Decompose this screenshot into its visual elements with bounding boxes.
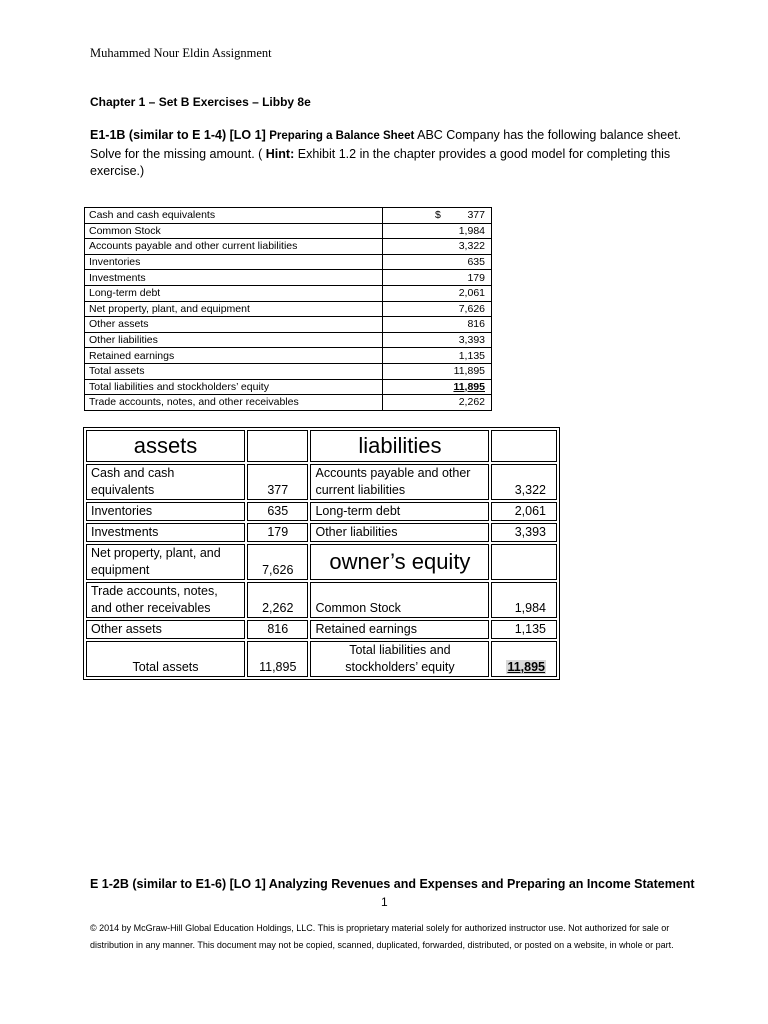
total-liabilities-equity-value: 11,895 xyxy=(507,660,545,674)
total-liabilities-equity-label: Total liabilities and stockholders’ equity xyxy=(310,641,489,677)
given-row-value-cell xyxy=(383,379,492,395)
given-row-value: 1,984 xyxy=(458,224,485,237)
given-table-row xyxy=(85,395,492,411)
asset-value: 179 xyxy=(247,523,308,542)
given-table-row xyxy=(85,208,492,224)
copyright-notice: © 2014 by McGraw-Hill Global Education Holdings, LLC. This is proprietary material solely for authorized instructor use. Not authorized for sale or distribution in any manner. This document may not be copied, scanned, duplicated, forwarded, distributed, or posted on a website, in whole or part. xyxy=(90,923,674,950)
given-row-label: Net property, plant, and equipment xyxy=(85,301,383,317)
given-row-label: Inventories xyxy=(85,254,383,270)
equity-heading: owner’s equity xyxy=(310,544,489,580)
exercise-topic: Preparing a Balance Sheet xyxy=(269,130,415,142)
given-row-value: 7,626 xyxy=(458,302,485,315)
total-assets-label: Total assets xyxy=(86,641,245,677)
given-row-value: 2,262 xyxy=(458,396,485,409)
liabilities-heading: liabilities xyxy=(310,430,489,462)
liability-label: Accounts payable and other current liabilities xyxy=(310,464,489,500)
empty-cell xyxy=(491,544,557,580)
given-row-value-cell xyxy=(383,270,492,286)
asset-label: Trade accounts, notes, and other receivables xyxy=(86,582,245,618)
given-row-label: Other assets xyxy=(85,317,383,333)
equity-value: 1,984 xyxy=(491,582,557,618)
given-row-label: Trade accounts, notes, and other receivables xyxy=(85,395,383,411)
liability-value: 2,061 xyxy=(491,502,557,521)
given-row-value-cell xyxy=(383,363,492,379)
asset-value: 377 xyxy=(247,464,308,500)
given-row-value: 11,895 xyxy=(453,380,485,393)
exercise-text-2: Exhibit 1.2 in the chapter provides a good model for completing this exercise.) xyxy=(90,146,671,178)
given-row-value-cell xyxy=(383,395,492,411)
given-row-label: Total assets xyxy=(85,363,383,379)
given-row-value: 179 xyxy=(467,271,485,284)
given-row-value-cell xyxy=(383,239,492,255)
given-table-row xyxy=(85,348,492,364)
given-row-value: 2,061 xyxy=(458,287,485,300)
given-table-row xyxy=(85,332,492,348)
hint-label: Hint: xyxy=(265,146,295,161)
given-row-label: Cash and cash equivalents xyxy=(85,208,383,224)
currency-symbol: $ xyxy=(435,209,441,222)
equity-label: Retained earnings xyxy=(310,620,489,639)
given-row-value: 635 xyxy=(467,256,485,269)
asset-label: Cash and cash equivalents xyxy=(86,464,245,500)
empty-cell xyxy=(491,430,557,462)
liability-value: 3,322 xyxy=(491,464,557,500)
given-row-value-cell xyxy=(383,348,492,364)
exercise-code: E1-1B (similar to E 1-4) [LO 1] xyxy=(90,128,266,142)
bs-row xyxy=(86,620,557,639)
total-liabilities-equity-cell xyxy=(491,641,557,677)
assets-heading: assets xyxy=(86,430,245,462)
given-row-value-cell xyxy=(383,285,492,301)
bs-row xyxy=(86,582,557,618)
document-header: Muhammed Nour Eldin Assignment xyxy=(90,46,272,60)
given-table-row xyxy=(85,254,492,270)
given-row-label: Total liabilities and stockholders’ equity xyxy=(85,379,383,395)
given-table-row xyxy=(85,270,492,286)
given-table-row xyxy=(85,363,492,379)
next-exercise-heading: E 1-2B (similar to E1-6) [LO 1] Analyzing Revenues and Expenses and Preparing an Income Statement xyxy=(90,877,695,891)
given-row-label: Long-term debt xyxy=(85,285,383,301)
bs-row xyxy=(86,464,557,500)
given-table-row xyxy=(85,223,492,239)
balance-sheet-table xyxy=(83,427,560,680)
asset-label: Investments xyxy=(86,523,245,542)
liability-label: Long-term debt xyxy=(310,502,489,521)
exercise-prompt xyxy=(90,127,690,181)
given-row-label: Accounts payable and other current liabilities xyxy=(85,239,383,255)
given-row-value: 11,895 xyxy=(453,365,485,378)
given-table-row xyxy=(85,285,492,301)
given-balances-table xyxy=(84,207,492,411)
asset-value: 2,262 xyxy=(247,582,308,618)
given-row-value-cell xyxy=(383,254,492,270)
given-row-value-cell xyxy=(383,208,492,224)
asset-value: 816 xyxy=(247,620,308,639)
equity-label: Common Stock xyxy=(310,582,489,618)
given-table-row xyxy=(85,301,492,317)
liability-label: Other liabilities xyxy=(310,523,489,542)
total-assets-value: 11,895 xyxy=(247,641,308,677)
given-row-value: 3,322 xyxy=(458,240,485,253)
given-table-row xyxy=(85,239,492,255)
page-number: 1 xyxy=(381,895,388,909)
asset-label: Net property, plant, and equipment xyxy=(86,544,245,580)
bs-row xyxy=(86,523,557,542)
equity-value: 1,135 xyxy=(491,620,557,639)
asset-value: 635 xyxy=(247,502,308,521)
bs-row xyxy=(86,544,557,580)
exercise-text-1: ABC Company has the following balance sheet. Solve for the missing amount. ( xyxy=(90,128,682,161)
given-table-row xyxy=(85,379,492,395)
given-row-value: 377 xyxy=(467,209,485,222)
liability-value: 3,393 xyxy=(491,523,557,542)
bs-row xyxy=(86,502,557,521)
given-row-value-cell xyxy=(383,317,492,333)
given-row-label: Investments xyxy=(85,270,383,286)
given-table-row xyxy=(85,317,492,333)
given-row-label: Retained earnings xyxy=(85,348,383,364)
given-row-value: 3,393 xyxy=(458,334,485,347)
asset-value: 7,626 xyxy=(247,544,308,580)
given-row-value-cell xyxy=(383,223,492,239)
given-row-value: 816 xyxy=(467,318,485,331)
chapter-title: Chapter 1 – Set B Exercises – Libby 8e xyxy=(90,95,311,109)
given-row-value-cell xyxy=(383,301,492,317)
bs-heading-row xyxy=(86,430,557,462)
bs-total-row xyxy=(86,641,557,677)
given-row-value: 1,135 xyxy=(458,349,485,362)
empty-cell xyxy=(247,430,308,462)
asset-label: Other assets xyxy=(86,620,245,639)
given-row-label: Common Stock xyxy=(85,223,383,239)
given-row-label: Other liabilities xyxy=(85,332,383,348)
asset-label: Inventories xyxy=(86,502,245,521)
given-row-value-cell xyxy=(383,332,492,348)
